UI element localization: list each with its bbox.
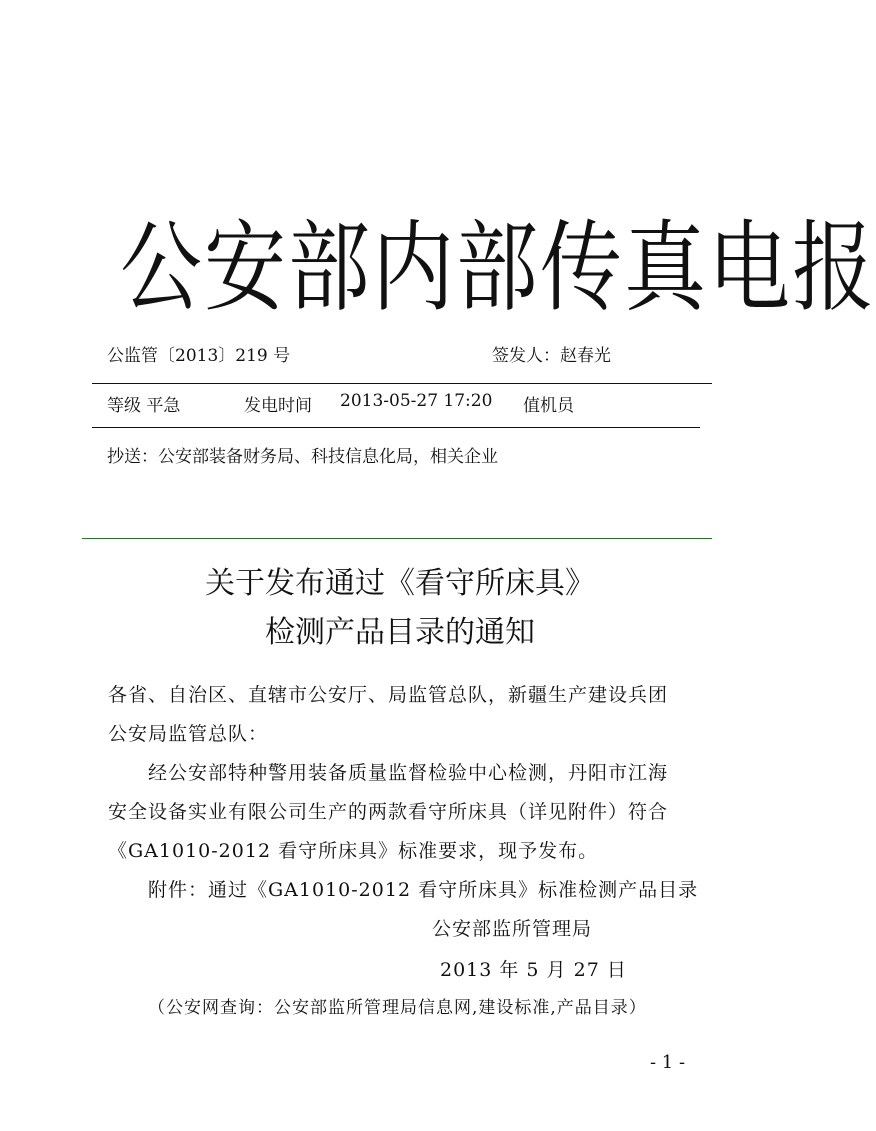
- issue-date: 2013 年 5 月 27 日: [440, 959, 627, 981]
- body-line3: 《GA1010-2012 看守所床具》标准要求，现予发布。: [108, 840, 599, 862]
- page-number: - 1 -: [650, 1052, 686, 1073]
- attachment-line: 附件：通过《GA1010-2012 看守所床具》标准检测产品目录: [148, 879, 699, 901]
- operator-label: 值机员: [523, 396, 574, 416]
- send-time-label: 发电时间: [244, 396, 312, 416]
- body-line2: 安全设备实业有限公司生产的两款看守所床具（详见附件）符合: [108, 801, 669, 823]
- notice-title-line1: 关于发布通过《看守所床具》: [205, 566, 595, 601]
- section-divider: [82, 538, 712, 539]
- send-time-value: 2013-05-27 17:20: [340, 391, 493, 411]
- header-divider: [92, 383, 712, 384]
- priority-grade: 等级 平急: [107, 396, 181, 416]
- notice-title-line2: 检测产品目录的通知: [265, 615, 535, 650]
- body-line1: 经公安部特种警用装备质量监督检验中心检测，丹阳市江海: [148, 762, 669, 784]
- source-note: （公安网查询：公安部监所管理局信息网,建设标准,产品目录）: [148, 998, 647, 1018]
- issuer: 公安部监所管理局: [432, 918, 593, 940]
- meta-divider: [92, 427, 700, 428]
- addressee-line1: 各省、自治区、直辖市公安厅、局监管总队，新疆生产建设兵团: [108, 684, 669, 706]
- cc-line: 抄送：公安部装备财务局、科技信息化局，相关企业: [107, 447, 498, 467]
- fax-headline: 公安部内部传真电报: [120, 211, 876, 326]
- signer: 签发人：赵春光: [492, 346, 611, 366]
- addressee-line2: 公安局监管总队：: [108, 723, 269, 745]
- document-number: 公监管〔2013〕219 号: [107, 346, 291, 366]
